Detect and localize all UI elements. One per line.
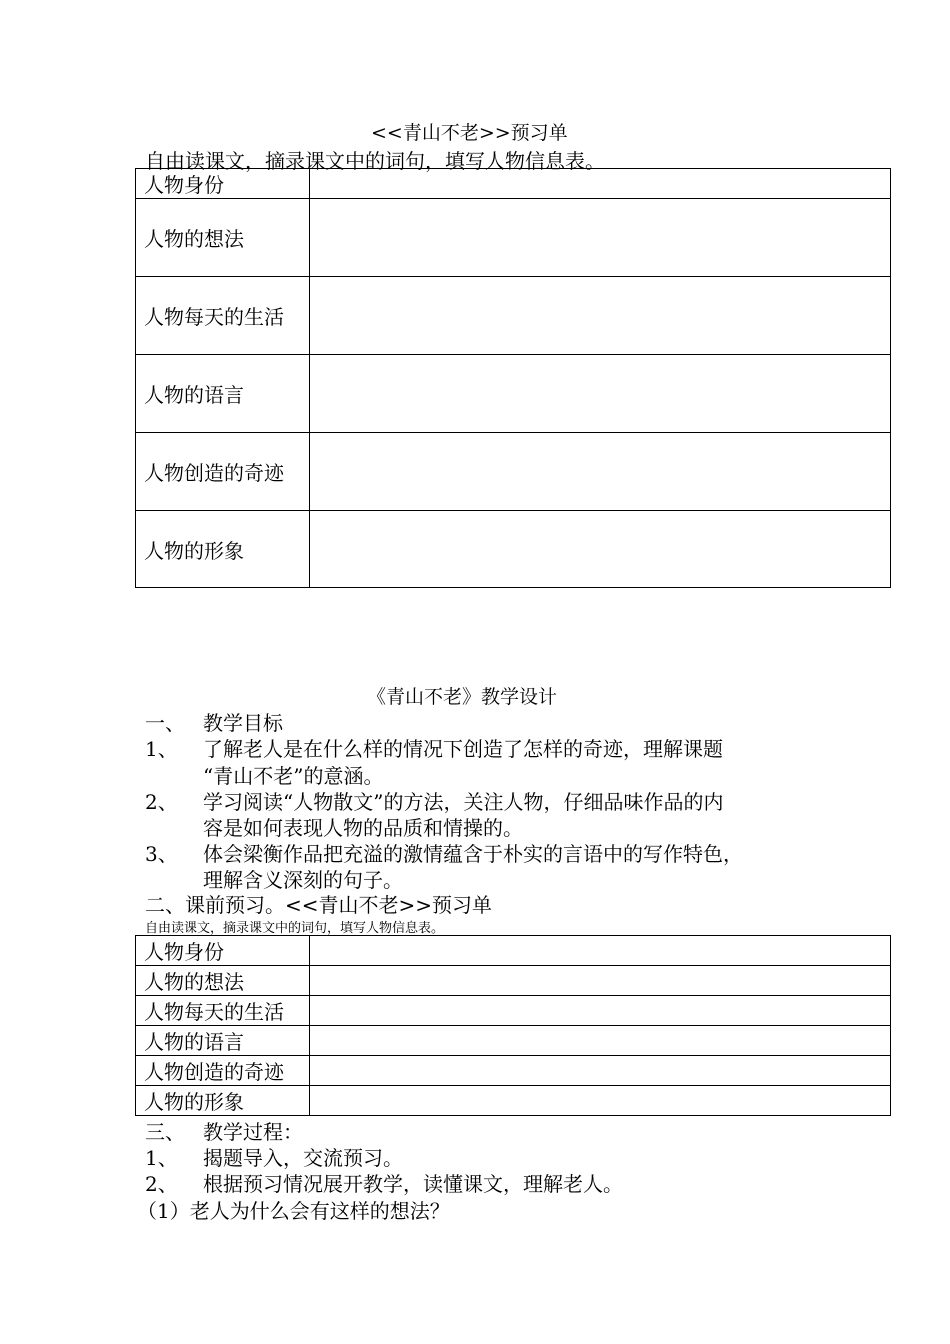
sheet-instruction: 自由读课文，摘录课文中的词句，填写人物信息表。 <box>145 149 605 173</box>
goal-text: “青山不老”的意涵。 <box>203 764 384 788</box>
table-row <box>136 199 891 277</box>
step-number: 2、 <box>145 1172 178 1196</box>
section-heading: 二、课前预习。<<青山不老>>预习单 <box>145 893 493 917</box>
answer-cell[interactable] <box>310 1056 891 1086</box>
goal-number: 1、 <box>145 737 178 761</box>
answer-cell[interactable] <box>310 936 891 966</box>
table-row <box>136 277 891 355</box>
table-row <box>136 1026 891 1056</box>
goal-text: 学习阅读“人物散文”的方法，关注人物，仔细品味作品的内 <box>203 790 724 814</box>
row-label: 人物的语言 <box>136 1026 310 1056</box>
answer-cell[interactable] <box>310 511 891 588</box>
goal-number: 2、 <box>145 790 178 814</box>
table-row <box>136 169 891 199</box>
table-row <box>136 1086 891 1116</box>
table-instruction: 自由读课文，摘录课文中的词句，填写人物信息表。 <box>145 921 445 936</box>
row-label: 人物的形象 <box>136 1086 310 1116</box>
row-label: 人物每天的生活 <box>136 277 310 355</box>
table-row <box>136 433 891 511</box>
row-label: 人物的形象 <box>136 511 310 588</box>
goal-number: 3、 <box>145 842 178 866</box>
answer-cell[interactable] <box>310 277 891 355</box>
goal-text: 体会梁衡作品把充溢的激情蕴含于朴实的言语中的写作特色， <box>203 842 743 866</box>
row-label: 人物每天的生活 <box>136 996 310 1026</box>
table-row <box>136 966 891 996</box>
table-row <box>136 996 891 1026</box>
design-title: 《青山不老》教学设计 <box>367 686 558 708</box>
answer-cell[interactable] <box>310 199 891 277</box>
row-label: 人物身份 <box>136 936 310 966</box>
answer-cell[interactable] <box>310 169 891 199</box>
answer-cell[interactable] <box>310 1086 891 1116</box>
question-text: （1）老人为什么会有这样的想法？ <box>137 1199 450 1223</box>
section-number: 三、 <box>145 1120 185 1144</box>
goal-text: 理解含义深刻的句子。 <box>203 868 403 892</box>
row-label: 人物的想法 <box>136 966 310 996</box>
character-info-table <box>135 935 891 1116</box>
row-label: 人物创造的奇迹 <box>136 433 310 511</box>
goal-text: 容是如何表现人物的品质和情操的。 <box>203 816 523 840</box>
answer-cell[interactable] <box>310 355 891 433</box>
table-row <box>136 511 891 588</box>
answer-cell[interactable] <box>310 996 891 1026</box>
row-label: 人物创造的奇迹 <box>136 1056 310 1086</box>
step-text: 揭题导入，交流预习。 <box>203 1146 403 1170</box>
row-label: 人物的想法 <box>136 199 310 277</box>
table-row <box>136 1056 891 1086</box>
step-number: 1、 <box>145 1146 178 1170</box>
row-label: 人物的语言 <box>136 355 310 433</box>
row-label: 人物身份 <box>136 169 310 199</box>
table-row <box>136 936 891 966</box>
table-row <box>136 355 891 433</box>
sheet-title: <<青山不老>>预习单 <box>371 122 568 144</box>
section-heading: 教学过程： <box>203 1120 303 1144</box>
section-heading: 教学目标 <box>203 711 283 735</box>
answer-cell[interactable] <box>310 433 891 511</box>
goal-text: 了解老人是在什么样的情况下创造了怎样的奇迹，理解课题 <box>203 737 723 761</box>
character-info-table <box>135 168 891 588</box>
section-number: 一、 <box>145 711 185 735</box>
answer-cell[interactable] <box>310 1026 891 1056</box>
answer-cell[interactable] <box>310 966 891 996</box>
step-text: 根据预习情况展开教学，读懂课文，理解老人。 <box>203 1172 623 1196</box>
